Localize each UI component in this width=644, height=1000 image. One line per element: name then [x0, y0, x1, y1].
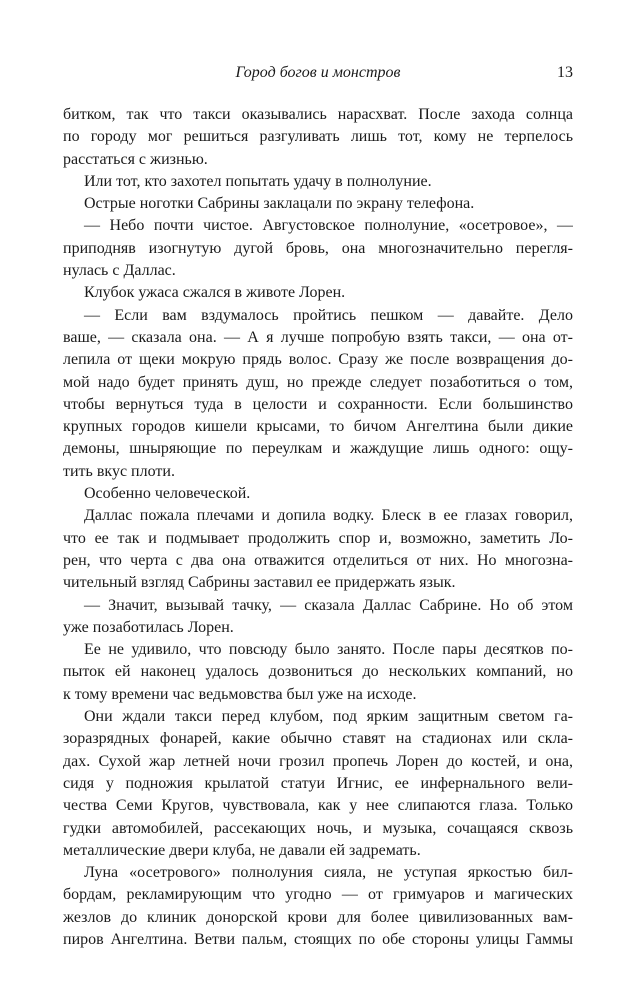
running-title: Город богов и монстров: [235, 64, 401, 81]
text-line: — Если вам вздумалось пройтись пешком — давайте. Дело: [84, 306, 573, 324]
text-line: демоны, шныряющие по переулкам и жаждущие лишь одного: ощу-: [63, 440, 573, 458]
text-line: битком, так что такси оказывались нарасхват. После захода солнца: [63, 106, 573, 123]
text-line: чтобы вернуться туда в целости и сохранности. Если большинство: [63, 395, 573, 413]
text-line: ваше, — сказала она. — А я лучше попробую взять такси, — она от-: [63, 328, 573, 346]
text-line: дах. Сухой жар летней ночи грозил пропечь Лорен до костей, и она,: [63, 752, 573, 770]
text-line: металлические двери клуба, не давали ей задремать.: [63, 841, 421, 859]
text-line: Они ждали такси перед клубом, под ярким защитным светом га-: [84, 708, 573, 726]
text-line: к тому времени час ведьмовства был уже на исходе.: [63, 685, 417, 703]
text-line: гудки автомобилей, рассекающих ночь, и музыка, сочащаяся сквозь: [63, 819, 573, 837]
text-line: зоразрядных фонарей, какие обычно ставят на стадионах или скла-: [63, 730, 573, 748]
text-line: расстаться с жизнью.: [63, 150, 208, 168]
text-line: приподняв изогнутую дугой бровь, она многозначительно перегля-: [63, 239, 573, 257]
text-line: бордам, рекламирующим что угодно — от гримуаров и магических: [63, 886, 573, 904]
text-line: тить вкус плоти.: [63, 462, 175, 480]
body-text: [63, 104, 573, 951]
running-head: [63, 62, 573, 84]
text-line: Даллас пожала плечами и допила водку. Блеск в ее глазах говорил,: [84, 507, 573, 525]
text-line: Ее не удивило, что повсюду было занято. После пары десятков по-: [84, 641, 573, 659]
text-line: чительный взгляд Сабрины заставил ее придержать язык.: [63, 574, 456, 592]
text-line: Особенно человеческой.: [84, 485, 251, 503]
text-line: рен, что черта с два она отважится отделиться от них. Но многозна-: [63, 551, 573, 569]
text-line: Острые ноготки Сабрины заклацали по экрану телефона.: [84, 195, 475, 213]
text-line: Или тот, кто захотел попытать удачу в полнолуние.: [84, 172, 432, 190]
text-line: Луна «осетрового» полнолуния сияла, не уступая яркостью бил-: [84, 864, 573, 882]
text-line: лепила от щеки мокрую прядь волос. Сразу же после возвращения до-: [63, 351, 573, 369]
text-line: чества Семи Кругов, чувствовала, как у нее слипаются глаза. Только: [63, 797, 573, 815]
text-line: — Небо почти чистое. Августовское полнолуние, «осетровое», —: [84, 217, 573, 235]
text-line: мой надо будет принять душ, но прежде следует позаботиться о том,: [63, 373, 573, 391]
text-line: — Значит, вызывай тачку, — сказала Даллас Сабрине. Но об этом: [84, 596, 573, 614]
text-line: сидя у подножия крылатой статуи Игнис, ее инфернального вели-: [63, 774, 573, 792]
text-line: нулась с Даллас.: [63, 262, 176, 280]
text-line: пиров Ангелтина. Ветви пальм, стоящих по обе стороны улицы Гаммы: [63, 930, 573, 948]
text-line: что ее так и подмывает продолжить спор и, возможно, заметить Ло-: [63, 529, 573, 547]
text-line: по городу мог решиться разгуливать лишь тот, кому не терпелось: [63, 128, 573, 146]
text-line: уже позаботилась Лорен.: [63, 618, 234, 636]
text-line: пыток ей наконец удалось дозвониться до нескольких компаний, но: [63, 663, 573, 681]
text-line: крупных городов кишели крысами, то бичом Ангелтина были дикие: [63, 418, 573, 436]
text-line: Клубок ужаса сжался в животе Лорен.: [84, 284, 346, 302]
text-line: жезлов до клиник донорской крови для более цивилизованных вам-: [63, 908, 573, 926]
page-number: 13: [557, 64, 573, 81]
